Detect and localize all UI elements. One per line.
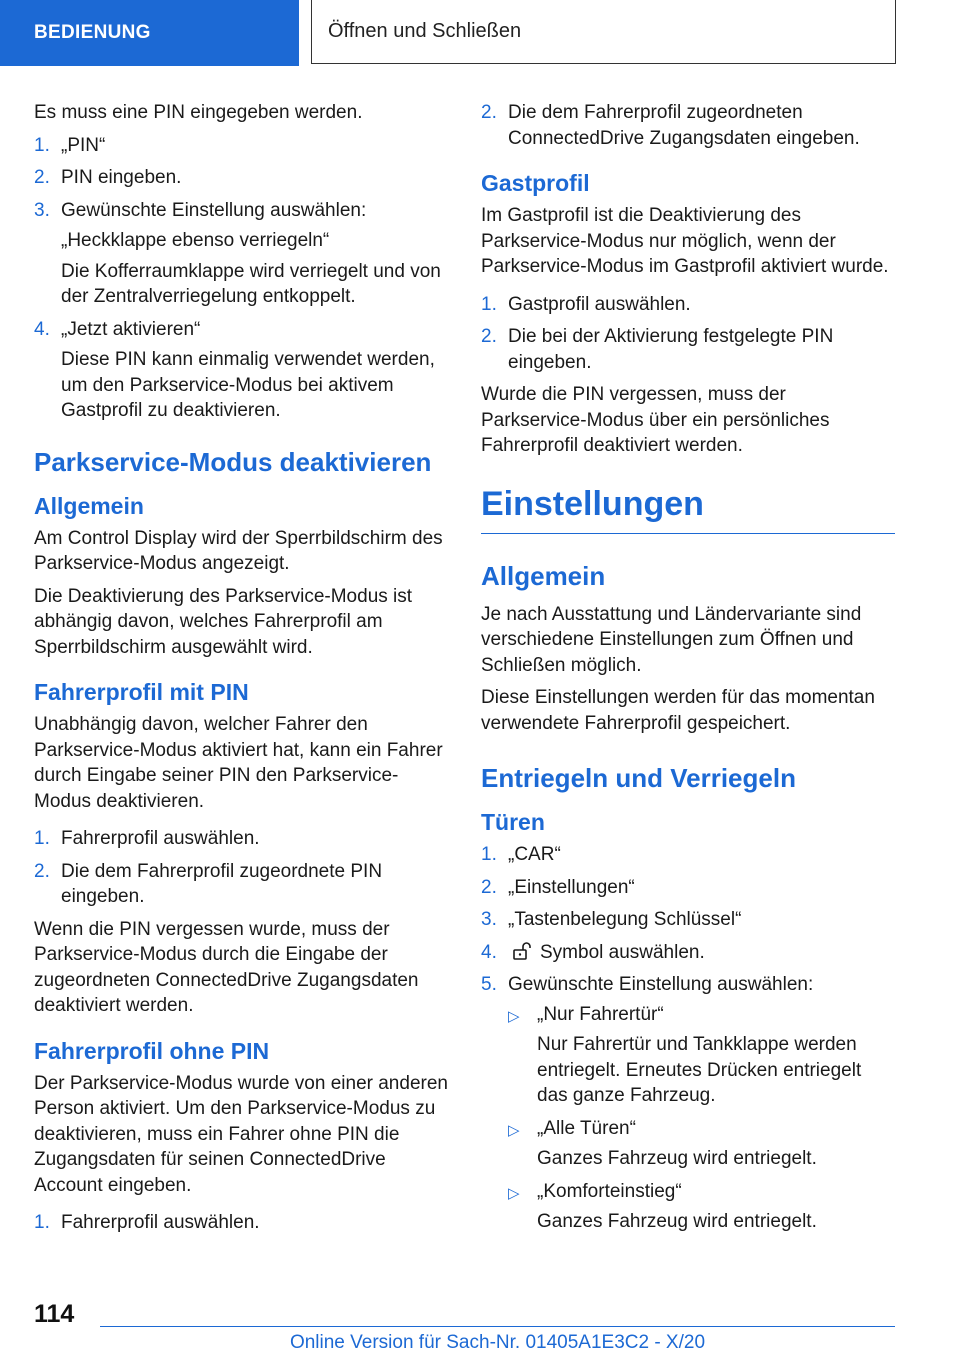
steps-list-pin [34,133,448,424]
step-description: Die Kofferraumklappe wird verriegelt und von der Zentralverriegelung entkoppelt. [61,260,441,307]
list-item [34,859,448,910]
step-text: „Tastenbelegung Schlüssel“ [508,909,742,930]
paragraph: Wenn die PIN vergessen wurde, muss der Parkservice-Modus durch die Eingabe der zugeordneten ConnectedDrive Zugangsdaten deaktiviert werden. [34,918,419,1016]
step-text: Gastprofil auswählen. [508,293,691,315]
step-number: 2. [34,167,50,188]
step-number: 2. [481,326,497,347]
paragraph: Im Gastprofil ist die Deaktivierung des Parkservice-Modus nur möglich, wenn der Parkservice-Modus im Gastprofil aktiviert wurde. [481,205,889,277]
paragraph: Wurde die PIN vergessen, muss der Parkservice-Modus über ein persönliches Fahrerprofil deaktiviert werden. [481,384,830,456]
list-item [34,165,448,191]
page-header [0,0,960,66]
subsection-heading: Türen [481,809,545,835]
step-text: Gewünschte Einstellung auswählen: [61,199,367,221]
step-text: Symbol auswählen. [540,941,705,963]
step-number: 2. [34,860,50,882]
option-title: „Nur Fahrertür“ [537,1003,664,1025]
paragraph: Diese Einstellungen werden für das momentan verwendete Fahrerprofil gespeichert. [481,687,875,734]
step-number: 1. [481,293,497,315]
subsection-heading: Allgemein [34,492,144,519]
step-text: Die dem Fahrerprofil zugeordnete PIN eingeben. [61,860,383,907]
step-number: 1. [34,134,50,156]
subsection-heading: Fahrerprofil ohne PIN [34,1037,270,1064]
steps-list-ohne-pin [34,1210,448,1236]
option-item [508,1179,895,1235]
step-text: Gewünschte Einstellung auswählen: [508,974,814,995]
list-item [481,940,895,966]
step-number: 1. [34,828,50,849]
step-text: „PIN“ [61,134,106,156]
section-heading: Parkservice-Modus deaktivieren [34,446,432,477]
step-number: 5. [481,974,497,995]
step-number: 1. [481,844,497,865]
paragraph: Unabhängig davon, welcher Fahrer den Parkservice-Modus aktiviert hat, kann ein Fahrer durch Eingabe seiner PIN den Parkservice-Modus deaktivieren. [34,714,443,812]
unlock-icon [512,941,534,961]
list-item [481,875,895,901]
paragraph: Je nach Ausstattung und Ländervariante sind verschiedene Einstellungen zum Öffnen und Schließen möglich. [481,603,862,676]
footer-divider [100,1326,895,1327]
list-item [481,100,895,151]
list-item [34,133,448,159]
option-item [508,1116,895,1172]
triangle-bullet-icon: ▷ [508,1007,520,1025]
list-item [481,972,895,1242]
list-item [481,292,895,318]
list-item [34,198,448,310]
step-text: Fahrerprofil auswählen. [61,828,260,849]
step-text: „CAR“ [508,844,561,865]
intro-text: Es muss eine PIN eingegeben werden. [34,102,363,123]
triangle-bullet-icon: ▷ [508,1184,520,1202]
list-item [481,907,895,933]
chapter-title: Öffnen und Schließen [311,0,896,64]
step-number: 4. [34,318,50,340]
left-column [34,100,448,1243]
option-description: Ganzes Fahrzeug wird entriegelt. [537,1148,817,1169]
section-tab: BEDIENUNG [0,0,299,66]
list-item [34,826,448,852]
step-text: PIN eingeben. [61,167,182,188]
page-number: 114 [34,1300,75,1328]
paragraph: Am Control Display wird der Sperrbildschirm des Parkservice-Modus angezeigt. [34,527,443,574]
section-heading: Allgemein [481,560,606,591]
section-heading: Entriegeln und Verriegeln [481,763,796,793]
option-description: Ganzes Fahrzeug wird entriegelt. [537,1211,817,1232]
step-number: 3. [34,199,50,221]
step-description: Diese PIN kann einmalig verwendet werden, um den Parkservice-Modus bei aktivem Gastprofil zu deaktivieren. [61,349,435,421]
option-title: „Alle Türen“ [537,1117,636,1139]
right-column [481,100,895,1249]
paragraph: Der Parkservice-Modus wurde von einer anderen Person aktiviert. Um den Parkservice-Modus zu deaktivieren, muss ein Fahrer ohne PIN die Zugangsdaten für seinen ConnectedDrive Account eingeben. [34,1072,448,1196]
step-number: 4. [481,941,497,963]
step-number: 1. [34,1212,50,1233]
step-number: 3. [481,909,497,930]
step-text: „Jetzt aktivieren“ [61,318,201,340]
option-description: Nur Fahrertür und Tankklappe werden entriegelt. Erneutes Drücken entriegelt das ganze Fahrzeug. [537,1034,862,1106]
step-number: 2. [481,102,497,123]
step-text: Die bei der Aktivierung festgelegte PIN eingeben. [508,326,834,373]
subsection-heading: Fahrerprofil mit PIN [34,679,249,705]
option-item [508,1002,895,1109]
steps-list-mit-pin [34,826,448,910]
paragraph: Die Deaktivierung des Parkservice-Modus ist abhängig davon, welches Fahrerprofil am Sperrbildschirm ausgewählt wird. [34,585,413,658]
steps-list-continued [481,100,895,151]
chapter-heading: Einstellungen [481,483,895,534]
subsection-heading: Gastprofil [481,170,590,196]
steps-list-tueren [481,842,895,1242]
list-item [481,324,895,375]
step-option: „Heckklappe ebenso verriegeln“ [61,230,330,251]
list-item [481,842,895,868]
list-item [34,317,448,424]
step-text: Die dem Fahrerprofil zugeordneten ConnectedDrive Zugangsdaten eingeben. [508,102,860,149]
list-item [34,1210,448,1236]
step-number: 2. [481,876,497,898]
triangle-bullet-icon: ▷ [508,1121,520,1139]
step-text: „Einstellungen“ [508,876,635,898]
footer-text: Online Version für Sach-Nr. 01405A1E3C2 - X/20 [289,1332,706,1353]
step-text: Fahrerprofil auswählen. [61,1212,260,1233]
option-list [508,1002,895,1235]
steps-list-gast [481,292,895,376]
option-title: „Komforteinstieg“ [537,1180,682,1202]
